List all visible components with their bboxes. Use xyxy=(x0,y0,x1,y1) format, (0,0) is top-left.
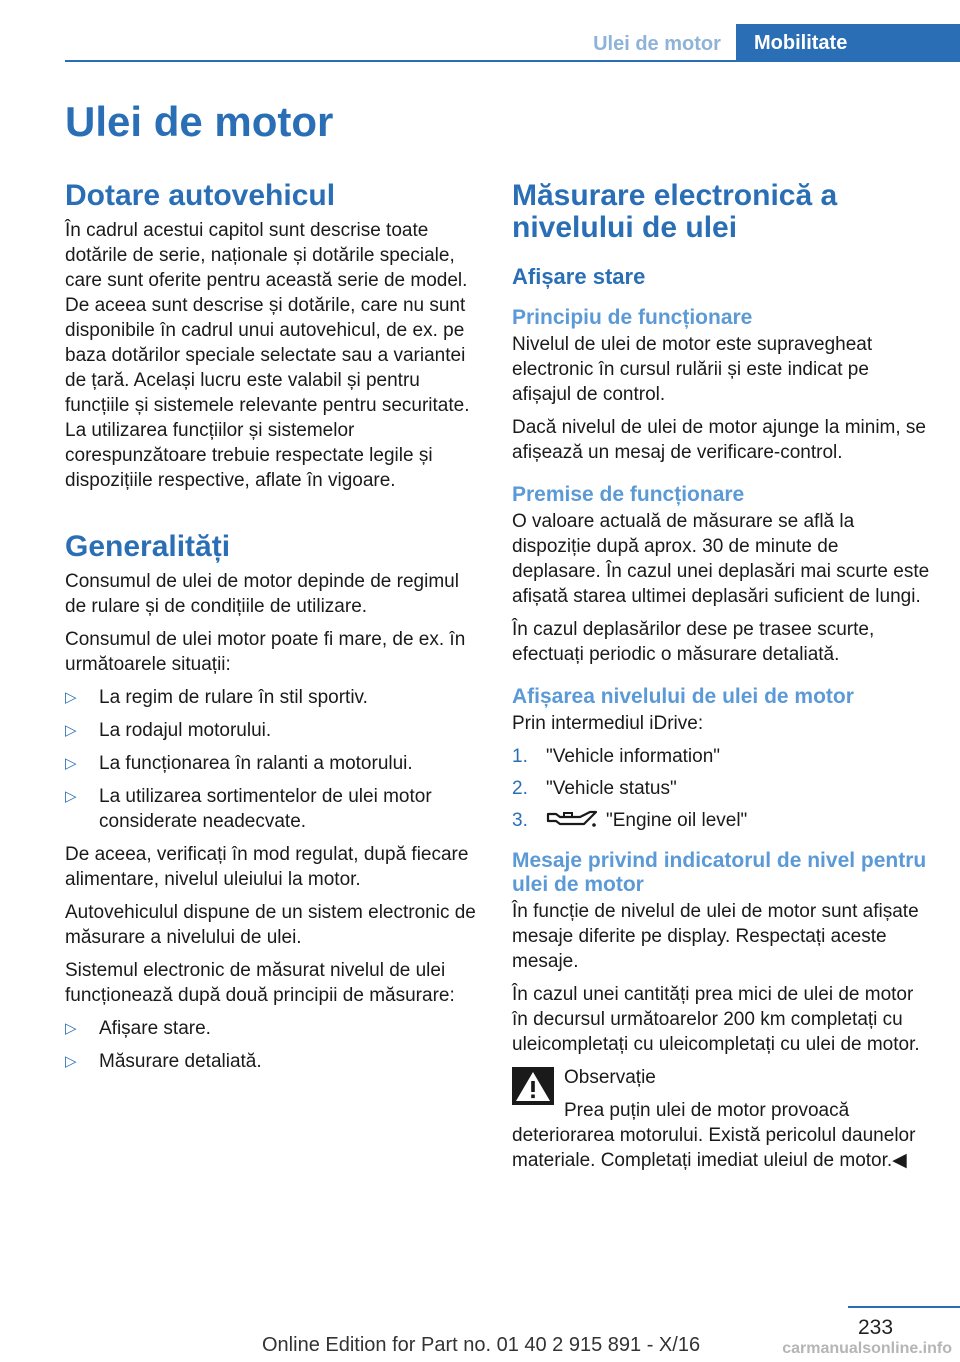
heading-equipment: Dotare autovehicul xyxy=(65,179,336,212)
consumption-situations-list xyxy=(65,685,485,834)
heading-general: Generalități xyxy=(65,530,231,563)
paragraph-check: De aceea, verificați în mod regulat, după fiecare alimentare, nivelul uleiului la motor. xyxy=(65,844,469,890)
oil-can-icon xyxy=(546,808,598,830)
triangle-bullet-icon: ▷ xyxy=(65,1020,77,1037)
list-item: ▷ La regim de rulare în stil sportiv. xyxy=(65,687,368,708)
header-chapter-tab: Mobilitate xyxy=(736,24,960,62)
list-item: 2. "Vehicle status" xyxy=(512,778,677,799)
triangle-bullet-icon: ▷ xyxy=(65,1053,77,1070)
header-section-tab: Ulei de motor xyxy=(578,26,736,62)
header-rule xyxy=(65,60,960,62)
list-item: ▷ La funcționarea în ralanti a motorului. xyxy=(65,753,413,774)
triangle-bullet-icon: ▷ xyxy=(65,722,77,739)
triangle-bullet-icon: ▷ xyxy=(65,755,77,772)
heading-oil-level-messages: Mesaje privind indicatorul de nivel pentru ulei de motor xyxy=(512,849,927,896)
right-column xyxy=(512,180,932,1181)
paragraph-premise-1: O valoare actuală de măsurare se află la dispoziție după aprox. 30 de minute de deplasare. În cazul unei deplasări mai scurte este afișată starea ultimei deplasări suficient de lungi. xyxy=(512,511,930,607)
paragraph-premise-2: În cazul deplasărilor dese pe trasee scurte, efectuați periodic o măsurare detaliată. xyxy=(512,619,875,665)
warning-triangle-icon xyxy=(512,1067,554,1105)
heading-electronic-measurement: Măsurare electronică a nivelului de ulei xyxy=(512,179,838,244)
triangle-bullet-icon: ▷ xyxy=(65,788,77,805)
list-item: ▷ La utilizarea sortimentelor de ulei motor considerate neadecvate. xyxy=(65,786,432,832)
left-column xyxy=(65,180,485,1082)
list-item: ▷ La rodajul motorului. xyxy=(65,720,272,741)
paragraph-principle-2: Dacă nivelul de ulei de motor ajunge la minim, se afișează un mesaj de verificare-control. xyxy=(512,417,926,463)
page-number: 233 xyxy=(858,1316,894,1339)
paragraph-general-2: Consumul de ulei motor poate fi mare, de ex. în următoarele situații: xyxy=(65,629,466,675)
heading-oil-level-display: Afișarea nivelului de ulei de motor xyxy=(512,685,854,708)
note-title: Observație xyxy=(564,1067,656,1088)
triangle-bullet-icon: ▷ xyxy=(65,689,77,706)
measurement-principles-list xyxy=(65,1016,485,1074)
edition-info: Online Edition for Part no. 01 40 2 915 891 - X/16 xyxy=(262,1334,701,1356)
paragraph-messages-1: În funcție de nivelul de ulei de motor sunt afișate mesaje diferite pe display. Respectați aceste mesaje. xyxy=(512,901,919,972)
paragraph-idrive: Prin intermediul iDrive: xyxy=(512,713,704,734)
paragraph-messages-2: În cazul unei cantități prea mici de ulei de motor în decursul următoarelor 200 km completați cu uleicompletați cu uleicompletați cu ulei de motor. xyxy=(512,984,920,1055)
heading-function-premises: Premise de funcționare xyxy=(512,483,745,506)
paragraph-general-1: Consumul de ulei de motor depinde de regimul de rulare și de condițiile de utilizare. xyxy=(65,571,459,617)
paragraph-system: Autovehiculul dispune de un sistem electronic de măsurare a nivelului de ulei. xyxy=(65,902,476,948)
list-item: ▷ Afișare stare. xyxy=(65,1018,211,1039)
footer-rule xyxy=(848,1306,960,1308)
paragraph-equipment: În cadrul acestui capitol sunt descrise toate dotările de serie, naționale și dotările speciale, care sunt oferite pentru această serie de model. De aceea sunt descrise și dotările, care nu sunt disponibile în cadrul unui autovehicul, de ex. pe baza dotărilor speciale selectate sau a variantei de țară. Același lucru este valabil și pentru funcțiile și sistemele relevante pentru securitate. La utilizarea funcțiilor și sistemelor corespunzătoare trebuie respectate legile și dispozițiile respective, aflate în vigoare. xyxy=(65,220,470,491)
heading-function-principle: Principiu de funcționare xyxy=(512,306,753,329)
paragraph-principle-1: Nivelul de ulei de motor este supravegheat electronic în cursul rulării și este indicat pe afișajul de control. xyxy=(512,334,873,405)
watermark: carmanualsonline.info xyxy=(782,1340,952,1357)
warning-note xyxy=(512,1065,932,1090)
idrive-steps-list xyxy=(512,744,932,833)
list-item: 3. "Engine oil level" xyxy=(512,810,748,831)
list-item: 1. "Vehicle information" xyxy=(512,746,721,767)
list-item: ▷ Măsurare detaliată. xyxy=(65,1051,262,1072)
page-title: Ulei de motor xyxy=(65,98,334,145)
paragraph-principles: Sistemul electronic de măsurat nivelul de ulei funcționează după două principii de măsurare: xyxy=(65,960,455,1006)
note-text: Prea puțin ulei de motor provoacă deteriorarea motorului. Există pericolul daunelor materiale. Completați imediat uleiul de motor.◀ xyxy=(512,1100,916,1171)
heading-status-display: Afișare stare xyxy=(512,264,646,289)
